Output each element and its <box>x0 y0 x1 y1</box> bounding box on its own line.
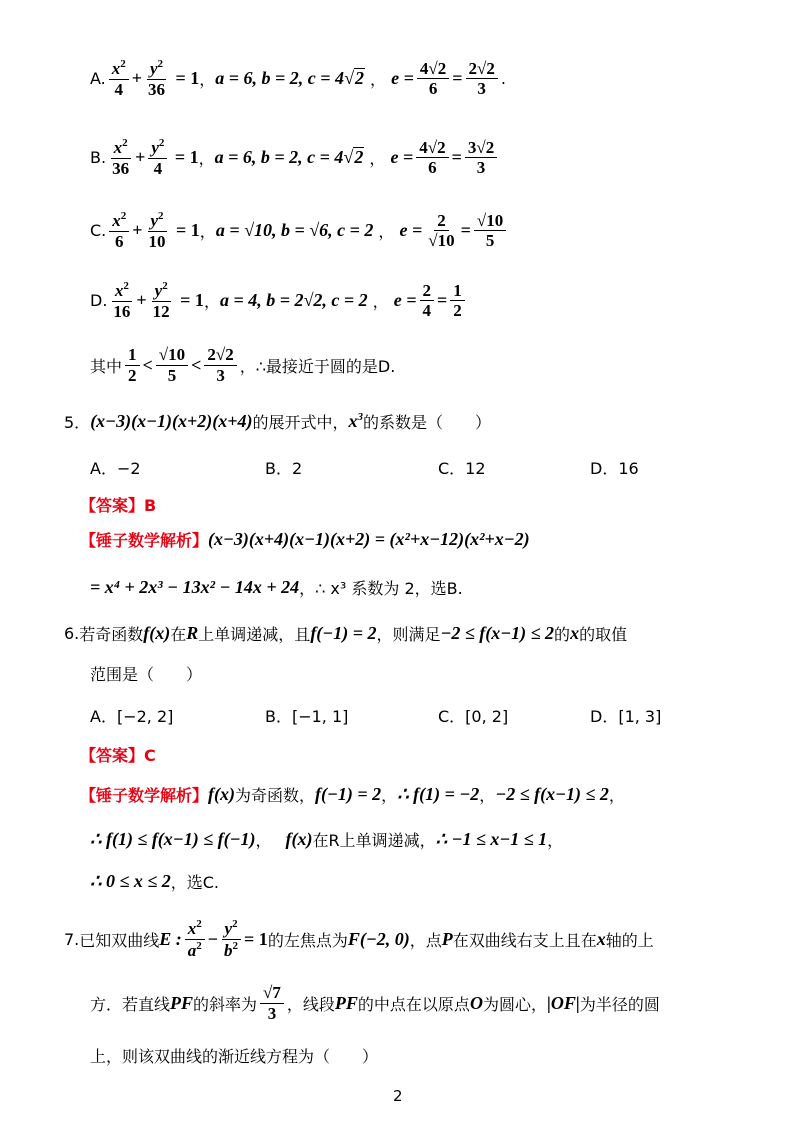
q5-choice-c[interactable]: C．12 <box>438 459 486 478</box>
values: a = √10, b = √6, c = 2 <box>215 220 374 241</box>
q6-answer: 【答案】C <box>80 746 156 765</box>
values: a = 6, b = 2, c = 4 <box>215 68 345 89</box>
q5-choice-b[interactable]: B．2 <box>265 459 303 478</box>
q6-choice-c[interactable]: C．[0, 2] <box>438 707 509 726</box>
option-d-row: D. $\frac{x^2}{16}$ + $\frac{y^2}{12}$ = 1 ， a = 4, b = 2√2, c = 2 ， e = $\frac{2}{4}$ = $\frac{1}{2}$ <box>90 280 468 321</box>
option-letter: B. <box>90 148 107 168</box>
option-a-row: A. $\frac{x^2}{4}$ + $\frac{y^2}{36}$ = 1 ， a = 6, b = 2, c = 4 √ 2 ， e = $\frac{4√2}{6}$ = $\frac{2√2}{3}$ . <box>90 58 506 99</box>
option-letter: A. <box>90 69 106 89</box>
option-c-row: C. $\frac{x^2}{6}$ + $\frac{y^2}{10}$ = 1 ， a = √10, b = √6, c = 2 ， e = $\frac{2}{√10}$ = $\frac{√10}{5}$ <box>90 210 509 251</box>
question-7-stem: 7. 已知双曲线 E : $\frac{x^2}{a^2}$ − $\frac{y^2}{b^2}$ = 1 的左焦点为 F(−2, 0) ，点 P 在双曲线右支上且在 x 轴的上 <box>64 918 654 960</box>
q5-analysis-cont: = x⁴ + 2x³ − 13x² − 14x + 24 ，∴ x³ 系数为 2，选B. <box>90 577 463 598</box>
option-letter: D. <box>90 291 108 311</box>
q5-answer: 【答案】B <box>80 496 157 515</box>
q6-choice-a[interactable]: A．[−2, 2] <box>90 707 174 726</box>
values: a = 6, b = 2, c = 4 <box>214 147 344 168</box>
question-6-stem-line2: 范围是（ ） <box>90 665 203 684</box>
q6-analysis: 【锤子数学解析】 f(x) 为奇函数， f(−1) = 2 ， ∴ f(1) = −2 ， −2 ≤ f(x−1) ≤ 2 ， <box>80 784 625 805</box>
q6-analysis-line2: ∴ f(1) ≤ f(x−1) ≤ f(−1) ， f(x) 在R上单调递减， ∴ −1 ≤ x−1 ≤ 1 ， <box>90 829 564 850</box>
question-5-stem: 5． (x−3)(x−1)(x+2)(x+4) 的展开式中， $x^3$ 的系数是（ ） <box>64 411 491 432</box>
question-6-stem: 6. 若奇函数 f(x) 在 R 上单调递减，且 f(−1) = 2 ，则满足 −2 ≤ f(x−1) ≤ 2 的 x 的取值 <box>64 623 628 644</box>
option-letter: C. <box>90 221 107 241</box>
q5-analysis: 【锤子数学解析】 (x−3)(x+4)(x−1)(x+2) = (x²+x−12)(x²+x−2) <box>80 529 530 550</box>
q5-choice-a[interactable]: A．−2 <box>90 459 141 478</box>
q5-choice-d[interactable]: D．16 <box>590 459 639 478</box>
page-number: 2 <box>393 1087 403 1105</box>
option-b-row: B. $\frac{x^2}{36}$ + $\frac{y^2}{4}$ = 1 ， a = 6, b = 2, c = 4 √ 2 ， e = $\frac{4√2}{6}$ = $\frac{3√2}{3}$ <box>90 137 500 178</box>
values: a = 4, b = 2√2, c = 2 <box>219 290 368 311</box>
q6-analysis-line3: ∴ 0 ≤ x ≤ 2 ，选C. <box>90 871 219 892</box>
question-7-stem-line3: 上，则该双曲线的渐近线方程为（ ） <box>90 1047 379 1066</box>
q6-choice-b[interactable]: B．[−1, 1] <box>265 707 349 726</box>
q6-choice-d[interactable]: D．[1, 3] <box>590 707 662 726</box>
conclusion-row: 其中 $\frac{1}{2}$ < $\frac{√10}{5}$ < $\frac{2√2}{3}$ ，∴最接近于圆的是D. <box>90 345 396 385</box>
question-7-stem-line2: 方．若直线 PF 的斜率为 $\frac{√7}{3}$ ，线段 PF 的中点在以原点 O 为圆心， |OF| 为半径的圆 <box>90 983 660 1023</box>
